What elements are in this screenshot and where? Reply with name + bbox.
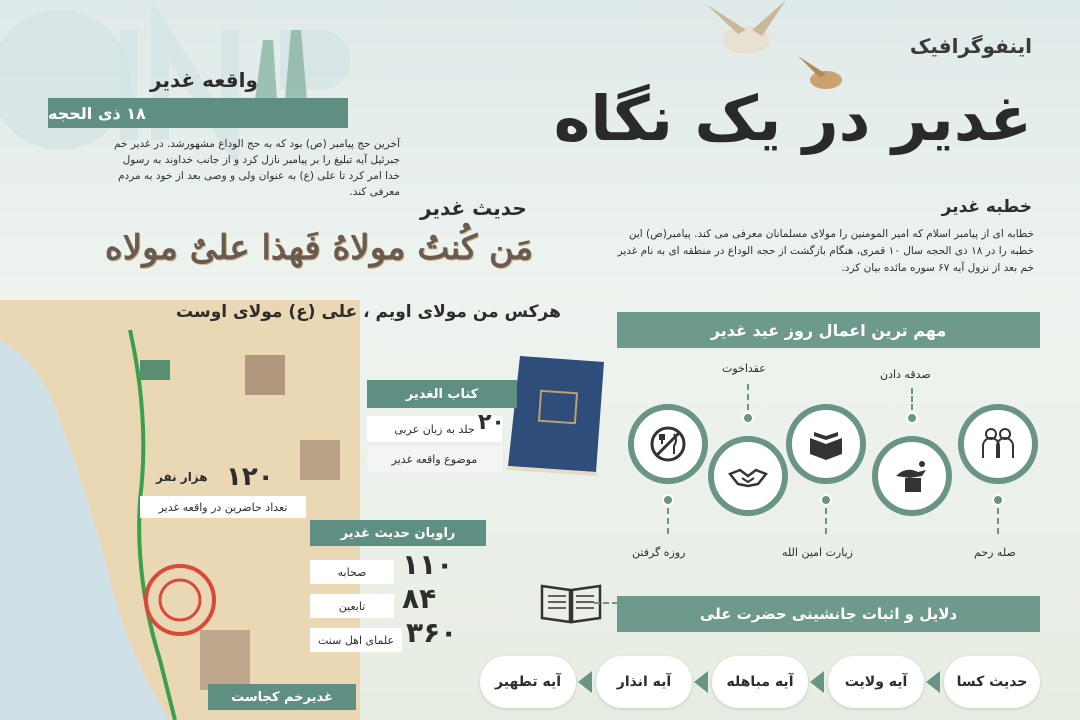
infographic-kicker: اینفوگرافیک [909,34,1032,58]
proof-item: آیه انذار [596,656,692,708]
hadith-title: حدیث غدیر [420,196,527,220]
deeds-title-text: مهم ترین اعمال روز عید غدیر [710,320,947,340]
narrator-row-label [310,560,394,584]
narrator-row-number: ۸۴ [402,582,437,615]
proof-item: حدیث کسا [944,656,1040,708]
sermon-text: خطابه ای از پیامبر اسلام که امیر المومنین را مولای مسلمانان معرفی می کند. پیامبر(ص) این خطبه را در ۱۸ ذی الحجه سال ۱۰ قمری، هنگام بازگشت از حجه الوداع در منطقه ای به نام غدیر خم بعد از نزول آیه ۶۷ سوره مائده بیان کرد. [617,228,1034,274]
deed-dot [742,412,754,424]
page-title: غدیر در یک نگاه [553,82,1032,155]
watermark-logo-icon [0,0,420,260]
book-subject-row [367,446,502,472]
narrator-label-text: تابعین [338,599,366,613]
narrator-row-label [310,594,394,618]
hadith-calligraphy: مَن کُنتُ مولاهُ فَهذا علیٌ مولاه [104,228,534,268]
deed-stem [667,508,669,534]
charity-hand-icon [892,456,932,496]
chevron-left-icon [810,671,824,693]
proof-item: آیه مباهله [712,656,808,708]
quran-book-icon [806,424,846,464]
narrator-row-label [310,628,402,652]
al-ghadir-book-icon [500,352,612,476]
chevron-left-icon [926,671,940,693]
deed-ziyarat-aminallah [786,404,866,484]
hadith-translation: هرکس من مولای اویم ، علی (ع) مولای اوست [176,302,561,322]
chevron-left-icon [578,671,592,693]
people-icon [978,424,1018,464]
deed-fasting [628,404,708,484]
deed-label: صدقه دادن [880,368,931,381]
proof-item: آیه ولایت [828,656,924,708]
attendees-number: ۱۲۰ [226,462,274,492]
deed-dot [992,494,1004,506]
narrators-title: راویان حدیث غدیر [310,520,486,546]
proofs-title-text: دلایل و اثبات جانشینی حضرت علی [699,605,958,623]
narrator-row-number: ۳۶۰ [406,616,458,649]
deed-label: روزه گرفتن [632,546,686,559]
book-title: کتاب الغدیر [367,380,517,408]
deed-dot [662,494,674,506]
narrator-label-text: صحابه [337,565,367,579]
deed-dot [906,412,918,424]
attendees-description [140,496,306,518]
attendees-unit: هزار نفر [156,470,208,484]
deed-stem [911,388,913,410]
date-bar [48,98,348,128]
book-volumes-number: ۲۰ [478,410,505,435]
deed-stem [997,508,999,534]
deed-aqd-ukhuwwat [708,436,788,516]
book-subject: موضوع واقعه غدیر [391,452,478,466]
book-volumes-label: جلد به زبان عربی [394,422,475,436]
deed-dot [820,494,832,506]
deed-stem [747,384,749,410]
handshake-icon [728,456,768,496]
narrator-label-text: علمای اهل سنت [317,633,395,647]
date-text: ۱۸ ذی الحجه [48,103,146,123]
narrator-row-number: ۱۱۰ [402,548,454,581]
where-is-ghadir-title: غدیرخم کجاست [208,684,356,710]
deed-sadaqa [872,436,952,516]
deed-label: صله رحم [974,546,1016,559]
attendees-desc-text: تعداد حاضرین در واقعه غدیر [158,500,288,514]
sermon-title: خطبه غدیر [941,197,1032,217]
no-food-icon [648,424,688,464]
proofs-section-title [617,596,1040,632]
deed-label: زیارت امین الله [782,546,853,559]
chevron-left-icon [694,671,708,693]
deed-stem [825,508,827,534]
deed-label: عقداخوت [722,362,766,375]
proof-item: آیه تطهیر [480,656,576,708]
ghadir-event-title: واقعه غدیر [150,68,258,92]
ghadir-event-text: آخرین حج پیامبر (ص) بود که به حج الوداع مشهورشد. در غدیر خم جبرئیل آیه تبلیغ را بر پیامبر نازل کرد و از جانب خداوند به رسول خدا امر کرد تا علی (ع) به عنوان ولی و وصی بعد از خود به مردم معرفی کند. [114,138,400,198]
deeds-section-title [617,312,1040,348]
deed-silat-rahim [958,404,1038,484]
proofs-connector [594,602,618,604]
